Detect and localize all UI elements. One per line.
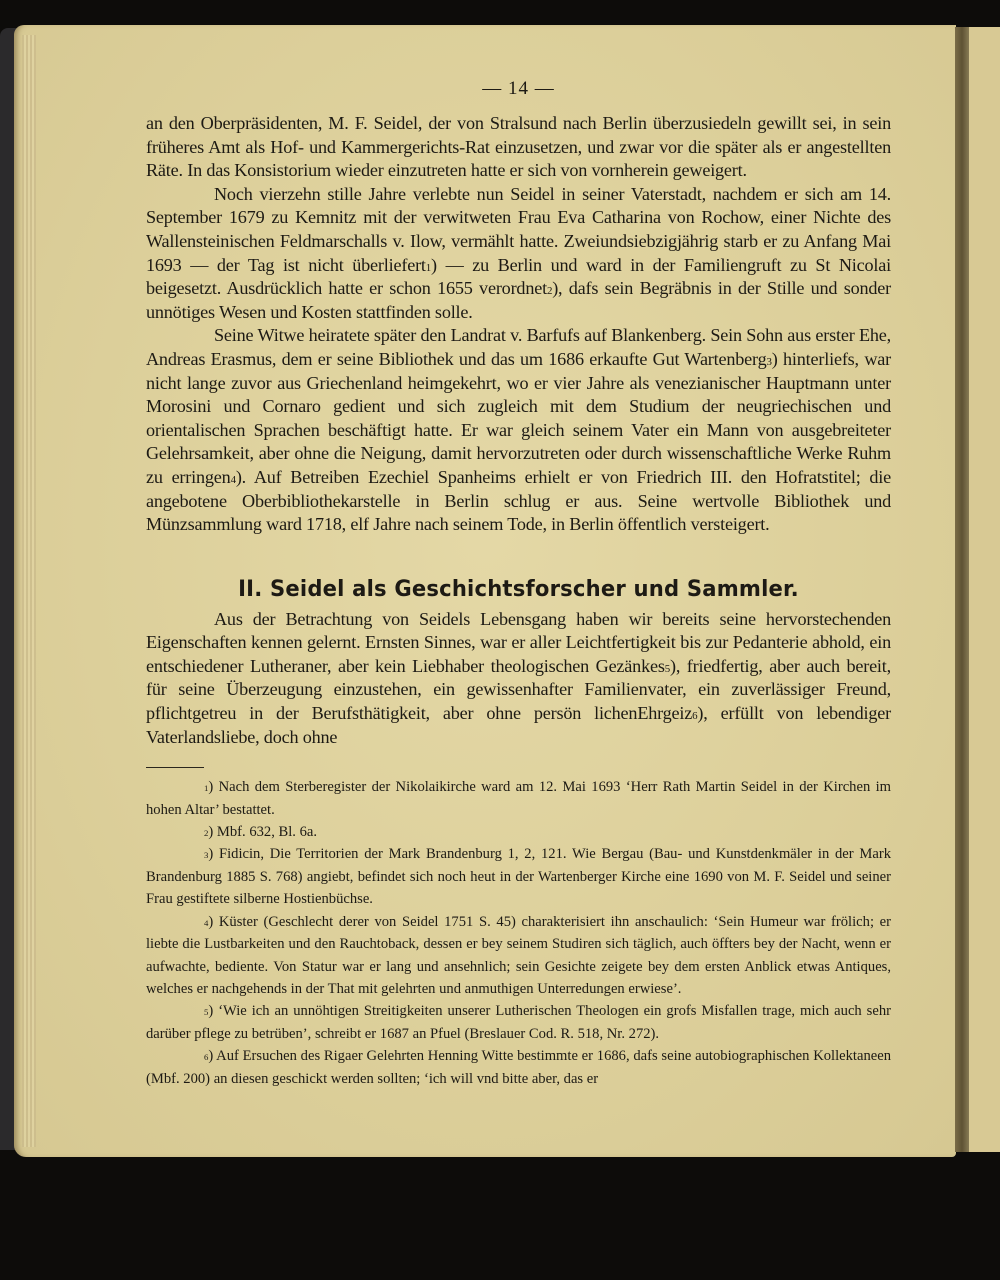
page-number: — 14 — xyxy=(482,78,555,99)
footnotes xyxy=(146,776,891,1090)
footnote-ref-3[interactable]: 3 xyxy=(766,355,772,368)
footnote-ref-4[interactable]: 4 xyxy=(230,473,236,486)
page-content xyxy=(146,78,891,1090)
footnote-ref-2[interactable]: 2 xyxy=(546,285,553,298)
book-gutter xyxy=(955,27,969,1152)
facing-page-edge xyxy=(969,27,1000,1152)
section-paragraph: Aus der Betrachtung von Seidels Lebensgang haben wir bereits seine hervorstechenden Eigenschaften kennen gelernt. Ernsten Sinnes, war er aller Leichtfertigkeit bis zur Pedanterie abhold, ein entschiedener Lutheraner, aber kein Liebhaber theologischen Gezänkes$^5$), friedfertig, aber auch bereit, für seine Überzeugung einzustehen, ein gewissenhafter Familienvater, ein zuverlässiger Freund, pflichtgetreu in der Berufsthätigkeit, aber ohne persön lichenEhrgeiz$^6$), erfüllt von lebendiger Vaterlandsliebe, doch ohne xyxy=(146,608,891,747)
page-stack-edges xyxy=(22,35,36,1147)
paragraph-1: an den Oberpräsidenten, M. F. Seidel, der von Stralsund nach Berlin überzusiedeln gewillt sei, in sein früheres Amt als Hof- und Kammergerichts-Rat einzusetzen, und zwar vor die später als er angestellten Räte. In das Konsistorium wieder einzutreten hatte er sich von vornherein geweigert. xyxy=(146,113,891,181)
body-text xyxy=(146,112,891,749)
footnote-ref-1[interactable]: 1 xyxy=(425,261,432,274)
footnote-ref-6[interactable]: 6 xyxy=(692,710,698,723)
footnote-2: $^2$) Mbf. 632, Bl. 6a. xyxy=(204,824,318,841)
paragraph-2: Noch vierzehn stille Jahre verlebte nun Seidel in seiner Vaterstadt, nachdem er sich am 14. September 1679 zu Kemnitz mit der verwitweten Frau Eva Catharina von Rochow, einer Nichte des Wallensteinischen Feldmarschalls v. Ilow, vermählt hatte. Zweiundsiebzigjährig starb er zu Anfang Mai 1693 — der Tag ist nicht überliefert$^1$) — zu Berlin und ward in der Familiengruft zu St Nicolai beigesetzt. Ausdrücklich hatte er schon 1655 verordnet$^2$), dafs sein Begräbnis in der Stille und sonder unnötiges Wesen und Kosten stattfinden solle. xyxy=(146,183,892,322)
section-heading: II. Seidel als Geschichtsforscher und Sammler. xyxy=(238,576,799,602)
footnote-ref-5[interactable]: 5 xyxy=(664,662,670,675)
paragraph-3: Seine Witwe heiratete später den Landrat v. Barfufs auf Blankenberg. Sein Sohn aus erster Ehe, Andreas Erasmus, dem er seine Bibliothek und das um 1686 erkaufte Gut Wartenberg$^3$) hinterliefs, war nicht lange zuvor aus Griechenland heimgekehrt, wo er vier Jahre als venezianischer Hauptmann unter Morosini und Cornaro gedient und sich zugleich mit dem Studium der neugriechischen und orientalischen Sprachen beschäftigt hatte. Er war gleich seinem Vater ein Mann von ausgebreiteter Gelehrsamkeit, aber ohne die Neigung, damit hervorzutreten oder durch wissenschaftliche Werke Ruhm zu erringen$^4$). Auf Betreiben Ezechiel Spanheims erhielt er von Friedrich III. den Hofratstitel; die angebotene Oberbibliothekarstelle in Berlin schlug er aus. Seine wertvolle Bibliothek und Münzsammlung ward 1718, elf Jahre nach seinem Tode, in Berlin öffentlich versteigert. xyxy=(146,325,891,535)
footnote-5: $^5$) ‘Wie ich an unnöhtigen Streitigkeiten unserer Lutherischen Theologen ein grofs Misfallen trage, mich auch sehr darüber pflege zu betrüben’, schreibt er 1687 an Pfuel (Breslauer Cod. R. 518, Nr. 272). xyxy=(146,1003,891,1042)
footnote-6: $^6$) Auf Ersuchen des Rigaer Gelehrten Henning Witte bestimmte er 1686, dafs seine autobiographischen Kollektaneen (Mbf. 200) an diesen geschickt werden sollten; ‘ich will vnd bitte aber, das er xyxy=(146,1048,891,1087)
footnote-4: $^4$) Küster (Geschlecht derer von Seidel 1751 S. 45) charakterisiert ihn anschaulich: ‘Sein Humeur war frölich; er liebte die Lustbarkeiten und den Rauchtoback, dessen er bey seinem Studiren sich täglich, auch öffters bey der Nacht, wenn er aufwachte, bediente. Von Statur war er lang und ansehnlich; sein Gesichte zeigete bey dem ersten Anblick etwas Antiques, welches er nachgehends in der That mit gelehrten und anmuthigen Unterredungen erwiese’. xyxy=(146,913,891,997)
footnote-1: $^1$) Nach dem Sterberegister der Nikolaikirche ward am 12. Mai 1693 ‘Herr Rath Martin Seidel in der Kirchen im hohen Altar’ bestattet. xyxy=(146,779,891,818)
footnote-divider xyxy=(146,767,204,768)
footnote-3: $^3$) Fidicin, Die Territorien der Mark Brandenburg 1, 2, 121. Wie Bergau (Bau- und Kunstdenkmäler in der Mark Brandenburg 1885 S. 768) angiebt, befindet sich noch heut in der Wartenberger Kirche eine 1690 von M. F. Seidel und seiner Frau gestiftete silberne Hostienbüchse. xyxy=(146,846,891,908)
